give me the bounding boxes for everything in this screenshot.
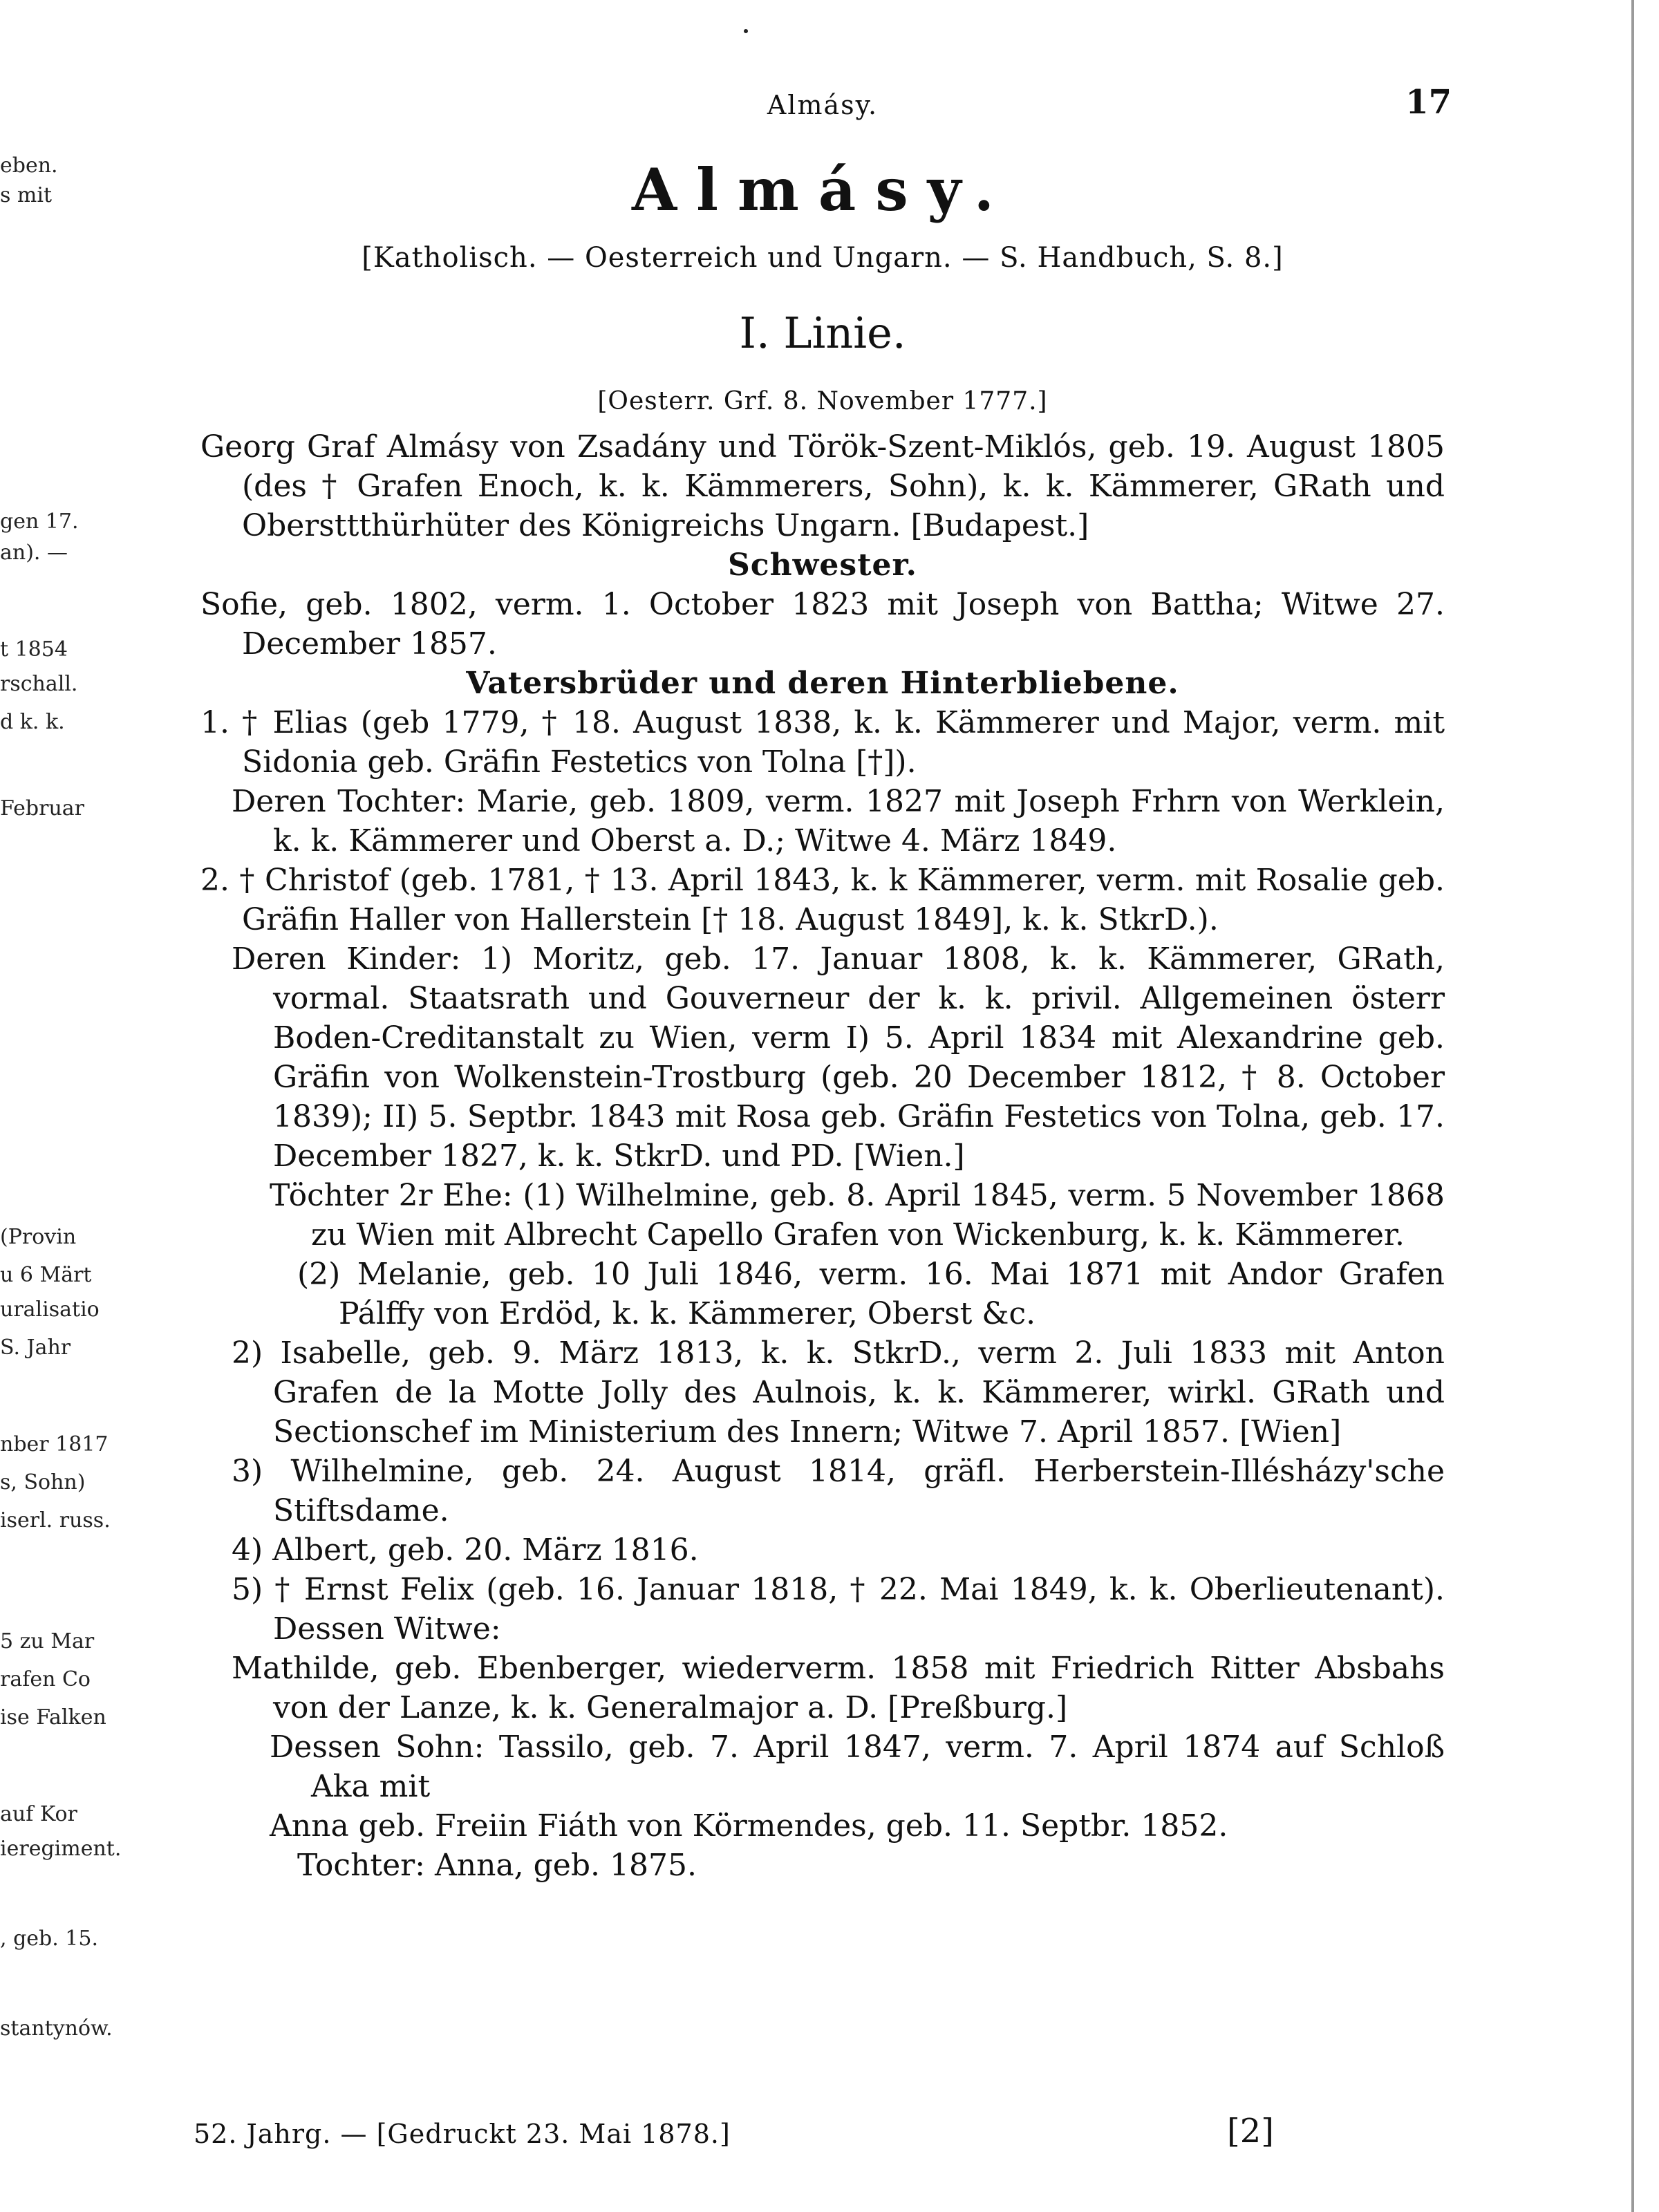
- line-heading: I. Linie.: [739, 308, 906, 358]
- margin-fragment: ise Falken: [0, 1705, 106, 1730]
- genealogy-entry: 5) † Ernst Felix (geb. 16. Januar 1818, † 22. Mai 1849, k. k. Oberlieutenant). Dessen Witwe:: [232, 1572, 1445, 1647]
- genealogy-entry: Dessen Sohn: Tassilo, geb. 7. April 1847, verm. 7. April 1874 auf Schloß Aka mit: [270, 1730, 1445, 1804]
- margin-fragment: t 1854: [0, 637, 68, 662]
- genealogy-entry: 4) Albert, geb. 20. März 1816.: [232, 1533, 699, 1568]
- margin-fragment: s mit: [0, 183, 53, 207]
- margin-fragment: rschall.: [0, 672, 78, 696]
- genealogy-entry: Sofie, geb. 1802, verm. 1. October 1823 mit Joseph von Battha; Witwe 27. December 1857.: [200, 587, 1445, 662]
- creation-note: [Oesterr. Grf. 8. November 1777.]: [597, 387, 1048, 415]
- section-subheading: Vatersbrüder und deren Hinterbliebene.: [466, 666, 1179, 701]
- margin-fragment: an). —: [0, 541, 68, 565]
- page-number: 17: [1405, 83, 1452, 122]
- margin-fragment: (Provin: [0, 1225, 77, 1249]
- religion-note: [Katholisch. — Oesterreich und Ungarn. — S. Handbuch, S. 8.]: [362, 242, 1284, 274]
- margin-fragment: S. Jahr: [0, 1335, 71, 1360]
- genealogy-entry: Mathilde, geb. Ebenberger, wiederverm. 1858 mit Friedrich Ritter Absbahs von der Lanze, k. k. Generalmajor a. D. [Preßburg.]: [232, 1651, 1445, 1725]
- genealogy-entry: (2) Melanie, geb. 10 Juli 1846, verm. 16. Mai 1871 mit Andor Grafen Pálffy von Erdöd, k. k. Kämmerer, Oberst &c.: [297, 1257, 1445, 1331]
- margin-fragment: rafen Co: [0, 1667, 91, 1691]
- margin-fragment: Februar: [0, 796, 85, 821]
- margin-fragment: iserl. russ.: [0, 1508, 111, 1533]
- genealogy-entry: 2. † Christof (geb. 1781, † 13. April 1843, k. k Kämmerer, verm. mit Rosalie geb. Gräfin Haller von Hallerstein [† 18. August 1849], k. k. StkrD.).: [200, 863, 1445, 937]
- margin-fragment: u 6 Märt: [0, 1263, 92, 1287]
- page-edge-shadow: [1631, 0, 1634, 2212]
- margin-fragment: gen 17.: [0, 509, 79, 534]
- margin-fragment: uralisatio: [0, 1297, 100, 1322]
- margin-fragment: auf Kor: [0, 1802, 77, 1826]
- margin-fragment: s, Sohn): [0, 1470, 86, 1494]
- genealogy-entry: 1. † Elias (geb 1779, † 18. August 1838, k. k. Kämmerer und Major, verm. mit Sidonia geb. Gräfin Festetics von Tolna [†]).: [200, 705, 1445, 780]
- margin-fragment: ieregiment.: [0, 1837, 122, 1861]
- genealogy-entry: 2) Isabelle, geb. 9. März 1813, k. k. StkrD., verm 2. Juli 1833 mit Anton Grafen de la Motte Jolly des Aulnois, k. k. Kämmerer, wirkl. GRath und Sectionschef im Ministerium des Innern; Witwe 7. April 1857. [Wien]: [232, 1335, 1445, 1450]
- facing-page-margin: [0, 0, 122, 2212]
- genealogy-entry: Georg Graf Almásy von Zsadány und Török-Szent-Miklós, geb. 19. August 1805 (des † Grafen Enoch, k. k. Kämmerers, Sohn), k. k. Kämmerer, GRath und Obersttthürhüter des Königreichs Ungarn. [Budapest.]: [200, 429, 1445, 543]
- page-header: [194, 83, 1452, 131]
- print-speck: [744, 29, 748, 33]
- genealogy-entry: 3) Wilhelmine, geb. 24. August 1814, gräfl. Herberstein-Illésházy'sche Stiftsdame.: [232, 1454, 1445, 1528]
- margin-fragment: , geb. 15.: [0, 1927, 99, 1951]
- margin-fragment: 5 zu Mar: [0, 1629, 95, 1653]
- genealogy-entries: [200, 427, 1445, 1885]
- genealogy-entry: Anna geb. Freiin Fiáth von Körmendes, geb. 11. Septbr. 1852.: [270, 1808, 1228, 1844]
- genealogy-entry: Tochter: Anna, geb. 1875.: [297, 1848, 697, 1883]
- running-head: Almásy.: [767, 90, 879, 120]
- signature-mark: [2]: [1227, 2112, 1274, 2150]
- genealogy-entry: Töchter 2r Ehe: (1) Wilhelmine, geb. 8. April 1845, verm. 5 November 1868 zu Wien mit Albrecht Capello Grafen von Wickenburg, k. k. Kämmerer.: [270, 1178, 1445, 1253]
- genealogy-entry: Deren Kinder: 1) Moritz, geb. 17. Januar 1808, k. k. Kämmerer, GRath, vormal. Staatsrath und Gouverneur der k. k. privil. Allgemeinen österr Boden-Creditanstalt zu Wien, verm I) 5. April 1834 mit Alexandrine geb. Gräfin von Wolkenstein-Trostburg (geb. 20 December 1812, † 8. October 1839); II) 5. Septbr. 1843 mit Rosa geb. Gräfin Festetics von Tolna, geb. 17. December 1827, k. k. StkrD. und PD. [Wien.]: [232, 941, 1445, 1174]
- genealogy-entry: Deren Tochter: Marie, geb. 1809, verm. 1827 mit Joseph Frhrn von Werklein, k. k. Kämmerer und Oberst a. D.; Witwe 4. März 1849.: [232, 784, 1445, 859]
- imprint-line: 52. Jahrg. — [Gedruckt 23. Mai 1878.]: [194, 2119, 731, 2149]
- margin-fragment: eben.: [0, 153, 58, 178]
- margin-fragment: d k. k.: [0, 710, 65, 734]
- page-footer: [194, 2108, 1452, 2157]
- family-title: Almásy.: [631, 156, 1014, 224]
- margin-fragment: stantynów.: [0, 2016, 113, 2041]
- section-subheading: Schwester.: [728, 547, 917, 583]
- margin-fragment: nber 1817: [0, 1432, 109, 1456]
